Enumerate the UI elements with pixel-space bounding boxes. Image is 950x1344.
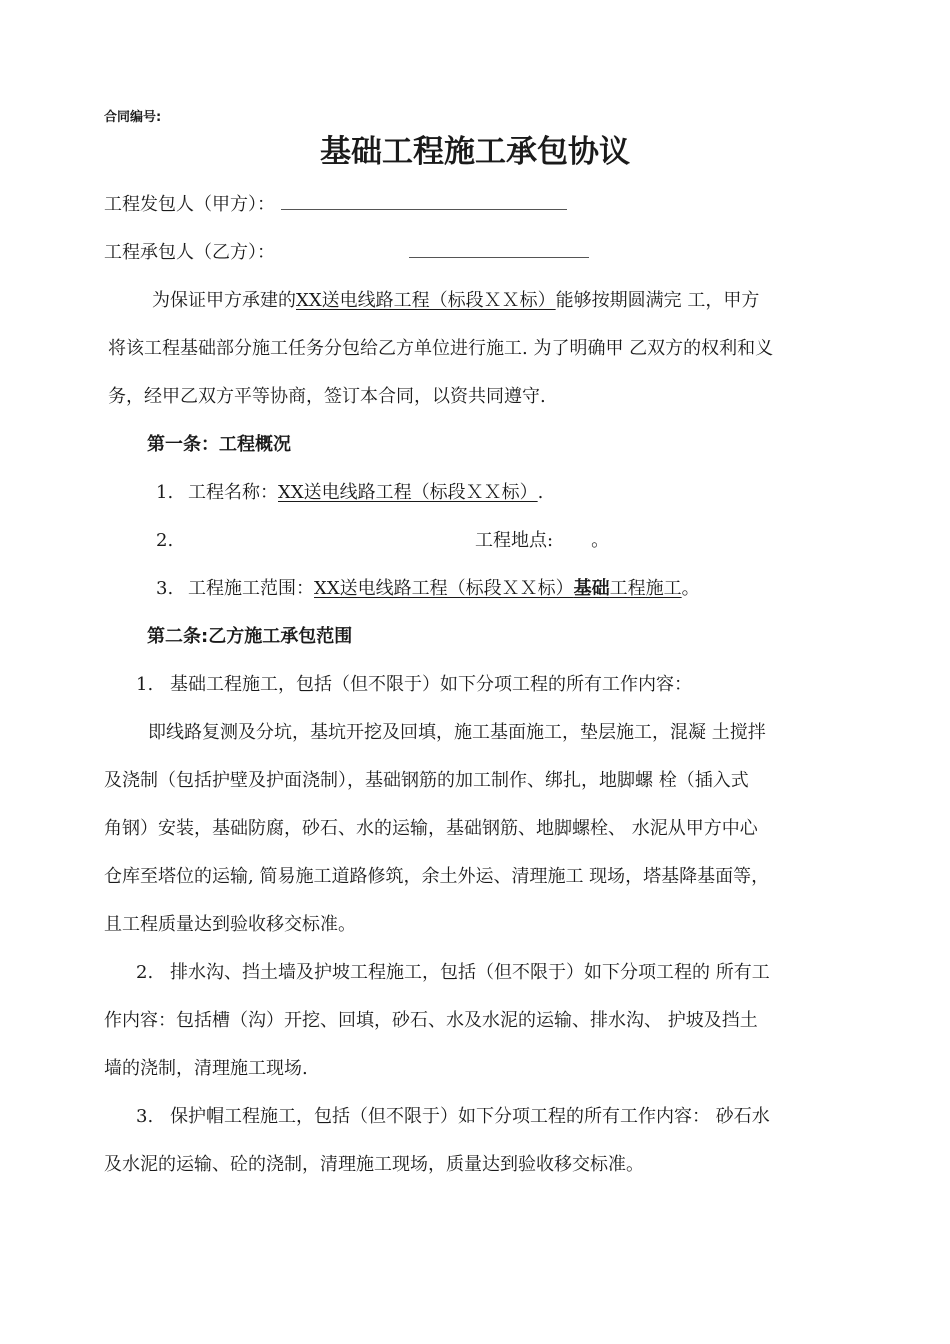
article-2-item-2-line-2: 作内容：包括槽（沟）开挖、回填，砂石、水及水泥的运输、排水沟、 护坡及挡土	[104, 1010, 758, 1031]
article-2-item-3-line-1	[136, 1104, 770, 1130]
item-number: 3.	[156, 578, 174, 599]
item-title: 基础工程施工，包括（但不限于）如下分项工程的所有工作内容：	[170, 674, 692, 695]
intro-line-2: 将该工程基础部分施工任务分包给乙方单位进行施工. 为了明确甲 乙双方的权利和义	[108, 338, 774, 359]
article-2-item-1-line-4: 仓库至塔位的运输, 简易施工道路修筑，余土外运、清理施工 现场，塔基降基面等，	[104, 866, 770, 887]
item-end: 。	[591, 530, 610, 551]
project-name: XX送电线路工程（标段ＸＸ标）	[314, 578, 574, 599]
party-b-label: 工程承包人（乙方）：	[104, 242, 275, 263]
scope-keyword: 基础	[573, 578, 610, 599]
item-text: 保护帽工程施工，包括（但不限于）如下分项工程的所有工作内容： 砂石水	[170, 1106, 770, 1127]
article-1-item-1	[156, 480, 543, 506]
item-end: .	[537, 482, 544, 503]
party-b-row	[104, 240, 589, 266]
item-label: 工程地点:	[475, 530, 554, 551]
article-1-item-2-location	[475, 528, 609, 554]
article-2-item-1-title	[136, 672, 692, 698]
article-1-item-3	[156, 576, 700, 602]
item-end: 。	[681, 578, 700, 599]
article-2-heading: 第二条:乙方施工承包范围	[147, 626, 353, 647]
article-2-item-2-line-3: 墙的浇制，清理施工现场.	[104, 1058, 308, 1079]
project-name: XX送电线路工程（标段ＸＸ标）	[278, 482, 538, 503]
party-a-row	[104, 192, 567, 218]
item-label: 工程名称：	[188, 482, 278, 503]
intro-text: 为保证甲方承建的	[152, 290, 296, 311]
intro-text: 能够按期圆满完 工，甲方	[555, 290, 760, 311]
article-2-item-1-line-2: 及浇制（包括护壁及护面浇制），基础钢筋的加工制作、绑扎，地脚螺 栓（插入式	[104, 770, 749, 791]
article-1-heading: 第一条：工程概况	[147, 434, 291, 455]
scope-text: 工程施工	[609, 578, 682, 599]
article-1-item-2	[156, 528, 188, 554]
project-name: XX送电线路工程（标段ＸＸ标）	[296, 290, 556, 311]
contract-number-label: 合同编号:	[104, 110, 162, 125]
party-a-label: 工程发包人（甲方）：	[104, 194, 275, 215]
article-2-item-1-line-1: 即线路复测及分坑，基坑开挖及回填，施工基面施工，垫层施工，混凝 土搅拌	[148, 722, 766, 743]
article-2-item-1-line-3: 角钢）安装，基础防腐，砂石、水的运输，基础钢筋、地脚螺栓、 水泥从甲方中心	[104, 818, 758, 839]
item-number: 3.	[136, 1106, 154, 1127]
party-a-blank	[281, 193, 567, 210]
document-title: 基础工程施工承包协议	[320, 134, 630, 170]
item-number: 1.	[156, 482, 174, 503]
intro-line-3: 务，经甲乙双方平等协商，签订本合同，以资共同遵守.	[108, 386, 546, 407]
article-2-item-2-line-1	[136, 960, 770, 986]
party-b-blank	[409, 241, 589, 258]
item-number: 2.	[156, 530, 174, 551]
item-label: 工程施工范围：	[188, 578, 314, 599]
item-number: 1.	[136, 674, 154, 695]
article-2-item-3-line-2: 及水泥的运输、砼的浇制，清理施工现场，质量达到验收移交标准。	[104, 1154, 644, 1175]
item-number: 2.	[136, 962, 154, 983]
intro-line-1	[152, 288, 759, 314]
article-2-item-1-line-5: 且工程质量达到验收移交标准。	[104, 914, 356, 935]
item-text: 排水沟、挡土墙及护坡工程施工，包括（但不限于）如下分项工程的 所有工	[170, 962, 770, 983]
